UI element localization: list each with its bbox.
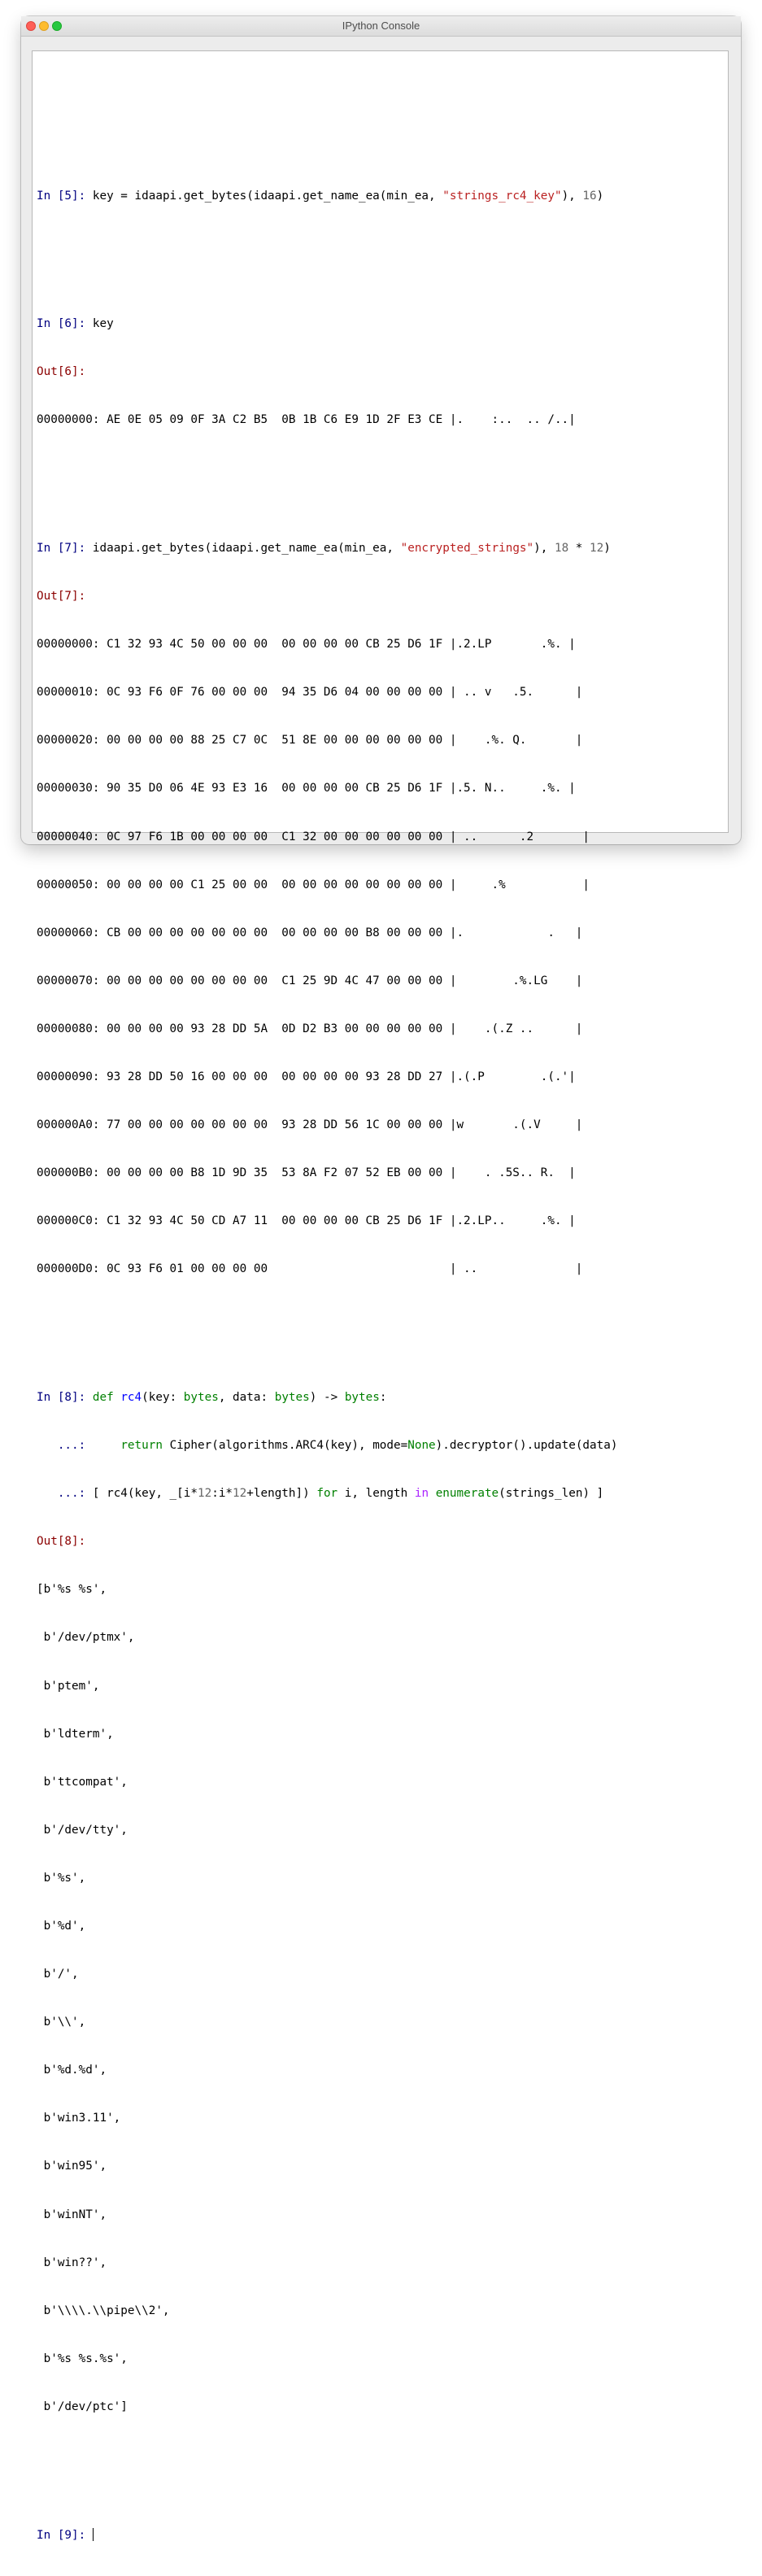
in-prompt-8: In [8]: bbox=[37, 1390, 93, 1404]
hexdump-row: 000000A0: 77 00 00 00 00 00 00 00 93 28 DD 56 1C 00 00 00 |w .(.V | bbox=[37, 1118, 583, 1132]
continuation-prompt: ...: bbox=[37, 1487, 93, 1501]
blank-line bbox=[37, 1310, 725, 1326]
indent bbox=[93, 1439, 120, 1452]
code-part: ) bbox=[603, 541, 611, 555]
code-part: +length]) bbox=[246, 1487, 317, 1501]
result-line: b'ldterm', bbox=[37, 1727, 114, 1741]
in-prompt-7: In [7]: bbox=[37, 541, 93, 555]
number-literal: 16 bbox=[582, 189, 597, 203]
result-line: [b'%s %s', bbox=[37, 1583, 107, 1597]
result-line: b'win??', bbox=[37, 2256, 107, 2269]
keyword-operator: in bbox=[414, 1487, 429, 1501]
console-window bbox=[21, 16, 741, 2542]
result-line: b'win3.11', bbox=[37, 2112, 121, 2125]
number-literal: 12 bbox=[590, 541, 604, 555]
keyword: def bbox=[92, 1390, 114, 1404]
code-part: key bbox=[92, 317, 114, 331]
result-line: b'winNT', bbox=[37, 2208, 107, 2221]
number-literal: 12 bbox=[198, 1487, 212, 1501]
result-line: b'%s', bbox=[37, 1871, 86, 1885]
code-part: ) bbox=[596, 189, 604, 203]
hexdump-row: 00000070: 00 00 00 00 00 00 00 00 C1 25 9D 4C 47 00 00 00 | .%.LG | bbox=[37, 974, 583, 987]
code-part: ) -> bbox=[309, 1390, 345, 1404]
out-prompt-8 bbox=[37, 1534, 725, 1550]
console-lines bbox=[37, 60, 725, 2576]
code-part bbox=[429, 1487, 436, 1500]
keyword: for bbox=[316, 1487, 338, 1501]
code-part: :i* bbox=[211, 1487, 233, 1501]
builtin-name: enumerate bbox=[435, 1487, 499, 1501]
code-part: (strings_len) ] bbox=[499, 1487, 604, 1501]
number-literal: 18 bbox=[554, 541, 569, 555]
hexdump-row: 00000020: 00 00 00 00 88 25 C7 0C 51 8E 00 00 00 00 00 00 | .%. Q. | bbox=[37, 734, 583, 748]
out-prompt-label: Out[6]: bbox=[37, 365, 86, 379]
hexdump-row: 00000000: AE 0E 05 09 0F 3A C2 B5 0B 1B C6 E9 1D 2F E3 CE |. :.. .. /..| bbox=[37, 413, 576, 427]
result-line: b'win95', bbox=[37, 2160, 107, 2173]
result-line: b'\\', bbox=[37, 2016, 86, 2029]
result-line: b'/dev/ptc'] bbox=[37, 2399, 128, 2413]
result-line: b'ptem', bbox=[37, 1679, 100, 1693]
out-prompt-6 bbox=[37, 364, 725, 381]
code-part: ), bbox=[561, 189, 583, 203]
continuation-line-1 bbox=[37, 1438, 725, 1454]
builtin-name: bytes bbox=[183, 1390, 219, 1404]
function-name: rc4 bbox=[120, 1390, 142, 1404]
hexdump-row: 000000B0: 00 00 00 00 B8 1D 9D 35 53 8A F2 07 52 EB 00 00 | . .5S.. R. | bbox=[37, 1166, 576, 1180]
continuation-line-2 bbox=[37, 1486, 725, 1502]
continuation-prompt: ...: bbox=[37, 1439, 93, 1453]
keyword: return bbox=[120, 1439, 163, 1453]
console-output-area[interactable] bbox=[32, 50, 729, 2542]
result-line: b'/', bbox=[37, 1968, 79, 1981]
in-prompt-5: In [5]: bbox=[37, 189, 93, 203]
string-literal: "encrypted_strings" bbox=[400, 541, 534, 555]
code-part: idaapi.get_bytes(idaapi.get_name_ea(min_ea, bbox=[92, 541, 401, 555]
blank-line bbox=[37, 2447, 725, 2464]
code-part: [ rc4(key, _[i* bbox=[92, 1487, 198, 1501]
result-line: b'/dev/ptmx', bbox=[37, 1631, 135, 1645]
input-line-6 bbox=[37, 316, 725, 333]
code-part: i, length bbox=[337, 1487, 415, 1501]
hexdump-row: 00000060: CB 00 00 00 00 00 00 00 00 00 00 00 B8 00 00 00 |. . | bbox=[37, 926, 583, 939]
result-line: b'%d', bbox=[37, 1920, 86, 1933]
in-prompt-6: In [6]: bbox=[37, 317, 93, 331]
text-cursor bbox=[93, 2528, 94, 2541]
hexdump-row: 000000D0: 0C 93 F6 01 00 00 00 00 | .. | bbox=[37, 1262, 583, 1276]
hexdump-row: 00000080: 00 00 00 00 93 28 DD 5A 0D D2 B3 00 00 00 00 00 | .(.Z .. | bbox=[37, 1022, 583, 1035]
hexdump-row: 00000030: 90 35 D0 06 4E 93 E3 16 00 00 00 00 CB 25 D6 1F |.5. N.. .%. | bbox=[37, 782, 576, 795]
result-line: b'ttcompat', bbox=[37, 1775, 128, 1789]
out-prompt-label: Out[7]: bbox=[37, 590, 86, 604]
code-part: ), bbox=[533, 541, 555, 555]
hexdump-row: 000000C0: C1 32 93 4C 50 CD A7 11 00 00 00 00 CB 25 D6 1F |.2.LP.. .%. | bbox=[37, 1214, 576, 1228]
input-line-8 bbox=[37, 1390, 725, 1406]
builtin-name: bytes bbox=[344, 1390, 380, 1404]
code-part: key = idaapi.get_bytes(idaapi.get_name_ea(min_ea, bbox=[92, 189, 443, 203]
result-line: b'%s %s.%s', bbox=[37, 2352, 128, 2365]
code-part: ).decryptor().update(data) bbox=[435, 1439, 618, 1453]
hexdump-row: 00000050: 00 00 00 00 C1 25 00 00 00 00 00 00 00 00 00 00 | .% | bbox=[37, 878, 590, 891]
result-line: b'\\\\.\\pipe\\2', bbox=[37, 2304, 170, 2317]
hexdump-row: 00000090: 93 28 DD 50 16 00 00 00 00 00 00 00 93 28 DD 27 |.(.P .(.'| bbox=[37, 1070, 576, 1084]
builtin-name: bytes bbox=[274, 1390, 310, 1404]
in-prompt-9: In [9]: bbox=[37, 2528, 93, 2542]
code-part: * bbox=[568, 541, 590, 555]
result-line: b'%d.%d', bbox=[37, 2064, 107, 2077]
hexdump-row: 00000040: 0C 97 F6 1B 00 00 00 00 C1 32 00 00 00 00 00 00 | .. .2 | bbox=[37, 830, 590, 843]
window-title: IPython Console bbox=[342, 20, 420, 32]
hexdump-row: 00000010: 0C 93 F6 0F 76 00 00 00 94 35 D6 04 00 00 00 00 | .. v .5. | bbox=[37, 686, 583, 700]
code-part: , data: bbox=[218, 1390, 275, 1404]
string-literal: "strings_rc4_key" bbox=[442, 189, 562, 203]
title-bar[interactable] bbox=[21, 16, 741, 37]
code-part: (key: bbox=[142, 1390, 184, 1404]
keyword: None bbox=[407, 1439, 436, 1453]
code-part: Cipher(algorithms.ARC4(key), mode= bbox=[162, 1439, 408, 1453]
blank-line bbox=[37, 460, 725, 477]
out-prompt-label: Out[8]: bbox=[37, 1535, 86, 1549]
input-line-9[interactable] bbox=[37, 2528, 725, 2544]
blank-line bbox=[37, 108, 725, 124]
blank-line bbox=[37, 237, 725, 253]
input-line-5 bbox=[37, 189, 725, 205]
number-literal: 12 bbox=[233, 1487, 247, 1501]
out-prompt-7 bbox=[37, 589, 725, 605]
code-part: : bbox=[379, 1390, 387, 1404]
hexdump-row: 00000000: C1 32 93 4C 50 00 00 00 00 00 00 00 CB 25 D6 1F |.2.LP .%. | bbox=[37, 638, 576, 652]
input-line-7 bbox=[37, 541, 725, 557]
result-line: b'/dev/tty', bbox=[37, 1823, 128, 1837]
